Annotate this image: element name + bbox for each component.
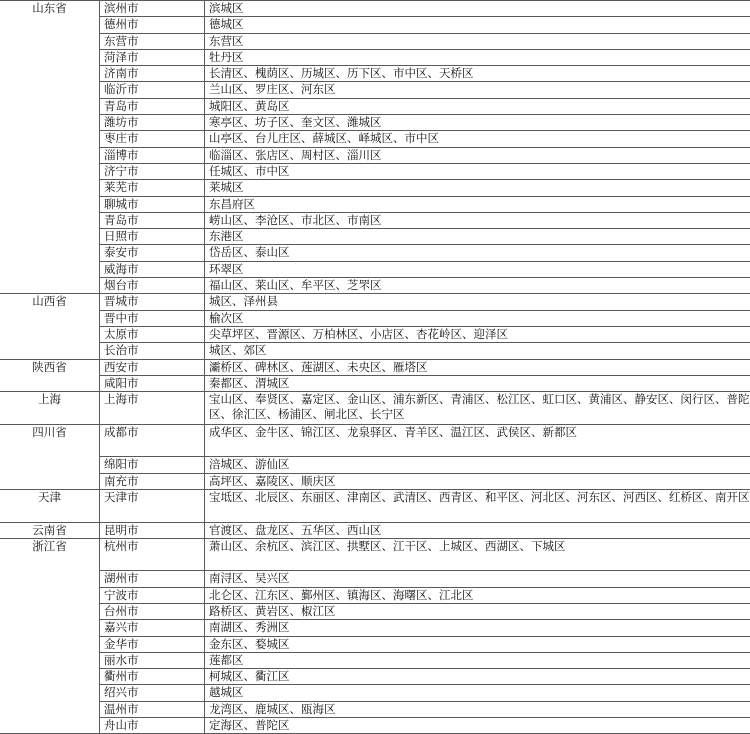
table-row	[0, 620, 750, 636]
city-cell: 天津市	[100, 489, 205, 522]
city-cell: 东营市	[100, 33, 205, 49]
city-cell: 晋城市	[100, 294, 205, 310]
districts-cell: 山亭区、台儿庄区、薛城区、峄城区、市中区	[205, 131, 750, 147]
districts-cell: 兰山区、罗庄区、河东区	[205, 82, 750, 98]
districts-cell: 尖草坪区、晋源区、万柏林区、小店区、杏花岭区、迎泽区	[205, 326, 750, 342]
districts-cell: 东港区	[205, 229, 750, 245]
districts-cell: 长清区、槐荫区、历城区、历下区、市中区、天桥区	[205, 66, 750, 82]
table-row	[0, 392, 750, 425]
districts-cell: 环翠区	[205, 261, 750, 277]
city-cell: 丽水市	[100, 652, 205, 668]
table-row	[0, 98, 750, 114]
table-row	[0, 163, 750, 179]
city-cell: 青岛市	[100, 98, 205, 114]
province-cell: 陕西省	[0, 359, 100, 392]
table-row	[0, 359, 750, 375]
province-cell: 山西省	[0, 294, 100, 359]
city-cell: 威海市	[100, 261, 205, 277]
city-cell: 衢州市	[100, 669, 205, 685]
districts-cell: 北仑区、江东区、鄞州区、镇海区、海曙区、江北区	[205, 587, 750, 603]
city-cell: 西安市	[100, 359, 205, 375]
city-cell: 枣庄市	[100, 131, 205, 147]
city-cell: 日照市	[100, 229, 205, 245]
table-row	[0, 82, 750, 98]
province-cell: 天津	[0, 489, 100, 522]
province-cell: 云南省	[0, 522, 100, 538]
city-cell: 临沂市	[100, 82, 205, 98]
table-row	[0, 343, 750, 359]
districts-cell: 柯城区、衢江区	[205, 669, 750, 685]
city-cell: 嘉兴市	[100, 620, 205, 636]
districts-cell: 成华区、金牛区、锦江区、龙泉驿区、青羊区、温江区、武侯区、新都区	[205, 424, 750, 457]
table-row	[0, 473, 750, 489]
region-table-body	[0, 1, 750, 734]
districts-cell: 任城区、市中区	[205, 163, 750, 179]
table-row	[0, 603, 750, 619]
districts-cell: 岱岳区、泰山区	[205, 245, 750, 261]
districts-cell: 德城区	[205, 17, 750, 33]
table-row	[0, 310, 750, 326]
city-cell: 温州市	[100, 701, 205, 717]
table-row	[0, 652, 750, 668]
table-row	[0, 245, 750, 261]
city-cell: 金华市	[100, 636, 205, 652]
province-cell: 四川省	[0, 424, 100, 489]
districts-cell: 崂山区、李沧区、市北区、市南区	[205, 212, 750, 228]
districts-cell: 榆次区	[205, 310, 750, 326]
districts-cell: 牡丹区	[205, 49, 750, 65]
table-row	[0, 17, 750, 33]
city-cell: 成都市	[100, 424, 205, 457]
table-row	[0, 424, 750, 457]
table-row	[0, 212, 750, 228]
city-cell: 聊城市	[100, 196, 205, 212]
districts-cell: 涪城区、游仙区	[205, 457, 750, 473]
districts-cell: 路桥区、黄岩区、椒江区	[205, 603, 750, 619]
districts-cell: 灞桥区、碑林区、莲湖区、未央区、雁塔区	[205, 359, 750, 375]
table-row	[0, 49, 750, 65]
table-row	[0, 571, 750, 587]
city-cell: 上海市	[100, 392, 205, 425]
city-cell: 绵阳市	[100, 457, 205, 473]
districts-cell: 城区、郊区	[205, 343, 750, 359]
table-row	[0, 669, 750, 685]
table-row	[0, 587, 750, 603]
city-cell: 舟山市	[100, 718, 205, 734]
table-row	[0, 66, 750, 82]
city-cell: 莱芜市	[100, 180, 205, 196]
districts-cell: 东营区	[205, 33, 750, 49]
districts-cell: 越城区	[205, 685, 750, 701]
province-cell: 上海	[0, 392, 100, 425]
districts-cell: 南湖区、秀洲区	[205, 620, 750, 636]
districts-cell: 城阳区、黄岛区	[205, 98, 750, 114]
districts-cell: 东昌府区	[205, 196, 750, 212]
table-row	[0, 196, 750, 212]
city-cell: 淄博市	[100, 147, 205, 163]
city-cell: 济南市	[100, 66, 205, 82]
table-row	[0, 147, 750, 163]
districts-cell: 莲都区	[205, 652, 750, 668]
districts-cell: 高坪区、嘉陵区、顺庆区	[205, 473, 750, 489]
city-cell: 滨州市	[100, 1, 205, 17]
city-cell: 太原市	[100, 326, 205, 342]
city-cell: 晋中市	[100, 310, 205, 326]
city-cell: 南充市	[100, 473, 205, 489]
table-row	[0, 522, 750, 538]
districts-cell: 城区、泽州县	[205, 294, 750, 310]
table-row	[0, 180, 750, 196]
districts-cell: 定海区、普陀区	[205, 718, 750, 734]
table-row	[0, 33, 750, 49]
table-row	[0, 278, 750, 294]
table-row	[0, 538, 750, 571]
table-row	[0, 685, 750, 701]
table-row	[0, 489, 750, 522]
table-row	[0, 229, 750, 245]
districts-cell: 萧山区、余杭区、滨江区、拱墅区、江干区、上城区、西湖区、下城区	[205, 538, 750, 571]
city-cell: 宁波市	[100, 587, 205, 603]
districts-cell: 南浔区、吴兴区	[205, 571, 750, 587]
table-row	[0, 1, 750, 17]
city-cell: 绍兴市	[100, 685, 205, 701]
districts-cell: 莱城区	[205, 180, 750, 196]
districts-cell: 秦都区、渭城区	[205, 375, 750, 391]
districts-cell: 滨城区	[205, 1, 750, 17]
districts-cell: 官渡区、盘龙区、五华区、西山区	[205, 522, 750, 538]
city-cell: 德州市	[100, 17, 205, 33]
city-cell: 烟台市	[100, 278, 205, 294]
table-row	[0, 326, 750, 342]
table-row	[0, 636, 750, 652]
table-row	[0, 131, 750, 147]
city-cell: 济宁市	[100, 163, 205, 179]
province-cell: 山东省	[0, 1, 100, 294]
city-cell: 青岛市	[100, 212, 205, 228]
table-row	[0, 294, 750, 310]
table-row	[0, 375, 750, 391]
table-row	[0, 718, 750, 734]
districts-cell: 金东区、婺城区	[205, 636, 750, 652]
city-cell: 昆明市	[100, 522, 205, 538]
city-cell: 台州市	[100, 603, 205, 619]
districts-cell: 宝坻区、北辰区、东丽区、津南区、武清区、西青区、和平区、河北区、河东区、河西区、红桥区、南开区	[205, 489, 750, 522]
city-cell: 杭州市	[100, 538, 205, 571]
districts-cell: 宝山区、奉贤区、嘉定区、金山区、浦东新区、青浦区、松江区、虹口区、黄浦区、静安区、闵行区、普陀区、徐汇区、杨浦区、闸北区、长宁区	[205, 392, 750, 425]
city-cell: 泰安市	[100, 245, 205, 261]
table-row	[0, 115, 750, 131]
city-cell: 长治市	[100, 343, 205, 359]
table-row	[0, 701, 750, 717]
districts-cell: 龙湾区、鹿城区、瓯海区	[205, 701, 750, 717]
districts-cell: 寒亭区、坊子区、奎文区、潍城区	[205, 115, 750, 131]
table-row	[0, 261, 750, 277]
districts-cell: 临淄区、张店区、周村区、淄川区	[205, 147, 750, 163]
city-cell: 湖州市	[100, 571, 205, 587]
districts-cell: 福山区、莱山区、牟平区、芝罘区	[205, 278, 750, 294]
city-cell: 咸阳市	[100, 375, 205, 391]
province-cell: 浙江省	[0, 538, 100, 734]
table-row	[0, 457, 750, 473]
city-cell: 潍坊市	[100, 115, 205, 131]
city-cell: 菏泽市	[100, 49, 205, 65]
